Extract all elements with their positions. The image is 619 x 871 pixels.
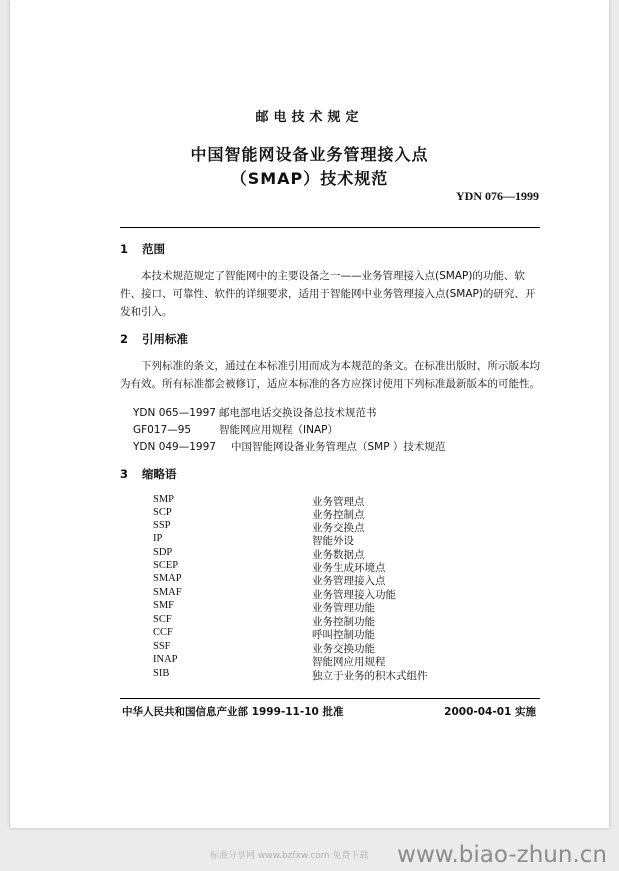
document-title-line1: 中国智能网设备业务管理接入点 [190,145,429,164]
abbreviation-term: 业务控制点 [312,509,365,521]
effective-date: 2000-04-01 实施 [444,706,536,718]
abbreviation-term: 业务控制功能 [312,616,375,628]
abbreviation-code: SIB [153,668,170,679]
abbreviation-term: 业务管理接入功能 [312,589,396,601]
section-1-number: 1 [120,242,129,256]
reference-title: 邮电部电话交换设备总技术规范书 [219,407,377,419]
abbreviation-code: IP [153,533,163,544]
section-2-title: 引用标准 [142,332,188,346]
reference-code: YDN 049—1997 [133,441,216,453]
abbreviation-code: SSP [153,520,171,531]
section-2-heading [120,331,188,347]
abbreviation-code: INAP [153,654,178,665]
section-1-paragraph: 本技术规范规定了智能网中的主要设备之一——业务管理接入点(SMAP)的功能、软件、接口、可靠性、软件的详细要求，适用于智能网中业务管理接入点(SMAP)的研究、开发和引入。 [120,270,536,318]
section-3-number: 3 [120,467,129,481]
reference-title: 智能网应用规程（INAP） [219,424,338,436]
watermark-large: www.biao-zhun.cn [397,842,607,868]
abbreviation-term: 业务管理接入点 [312,575,386,587]
abbreviation-term: 业务生成环境点 [312,562,386,574]
reference-code: YDN 065—1997 [133,407,216,419]
reference-item [133,422,338,437]
reference-code: GF017—95 [133,424,192,436]
abbreviation-code: SCP [153,507,172,518]
section-3-heading [120,466,177,482]
section-1-title: 范围 [142,242,165,256]
abbreviation-code: SCEP [153,560,179,571]
document-title-line2: （SMAP）技术规范 [230,169,389,188]
abbreviation-term: 呼叫控制功能 [312,629,375,641]
abbreviation-term: 智能外设 [312,535,354,547]
watermark-small: 标准分享网 www.bzfxw.com 免费下载 [210,851,369,861]
header-divider [120,227,540,228]
approval-line: 中华人民共和国信息产业部 1999-11-10 批准 [122,706,344,718]
abbreviation-term: 业务交换功能 [312,643,375,655]
abbreviation-code: SMAP [153,573,182,584]
abbreviation-term: 业务管理功能 [312,602,375,614]
abbreviation-code: CCF [153,627,173,638]
document-category: 邮电技术规定 [255,110,364,125]
standard-number: YDN 076—1999 [456,189,539,203]
abbreviation-code: SMAF [153,587,182,598]
section-2-paragraph: 下列标准的条文，通过在本标准引用而成为本规范的条文。在标准出版时，所示版本均为有效。所有标准都会被修订，适应本标准的各方应探讨使用下列标准最新版本的可能性。 [120,360,540,390]
reference-title: 中国智能网设备业务管理点（SMP ）技术规范 [231,441,446,453]
section-3-title: 缩略语 [142,467,177,481]
abbreviation-code: SCF [153,614,172,625]
abbreviation-code: SMF [153,600,175,611]
abbreviation-term: 智能网应用规程 [312,656,386,668]
abbreviation-term: 业务交换点 [312,522,365,534]
section-2-number: 2 [120,332,129,346]
reference-item [133,405,377,420]
reference-item [133,439,445,454]
abbreviation-term: 业务管理点 [312,496,365,508]
abbreviation-code: SDP [153,547,173,558]
abbreviation-code: SMP [153,494,175,505]
abbreviation-code: SSF [153,641,171,652]
section-1-heading [120,241,165,257]
document-page [10,0,609,828]
footer-divider [120,698,540,699]
abbreviation-term: 业务数据点 [312,549,365,561]
abbreviation-term: 独立于业务的积木式组件 [312,670,428,682]
